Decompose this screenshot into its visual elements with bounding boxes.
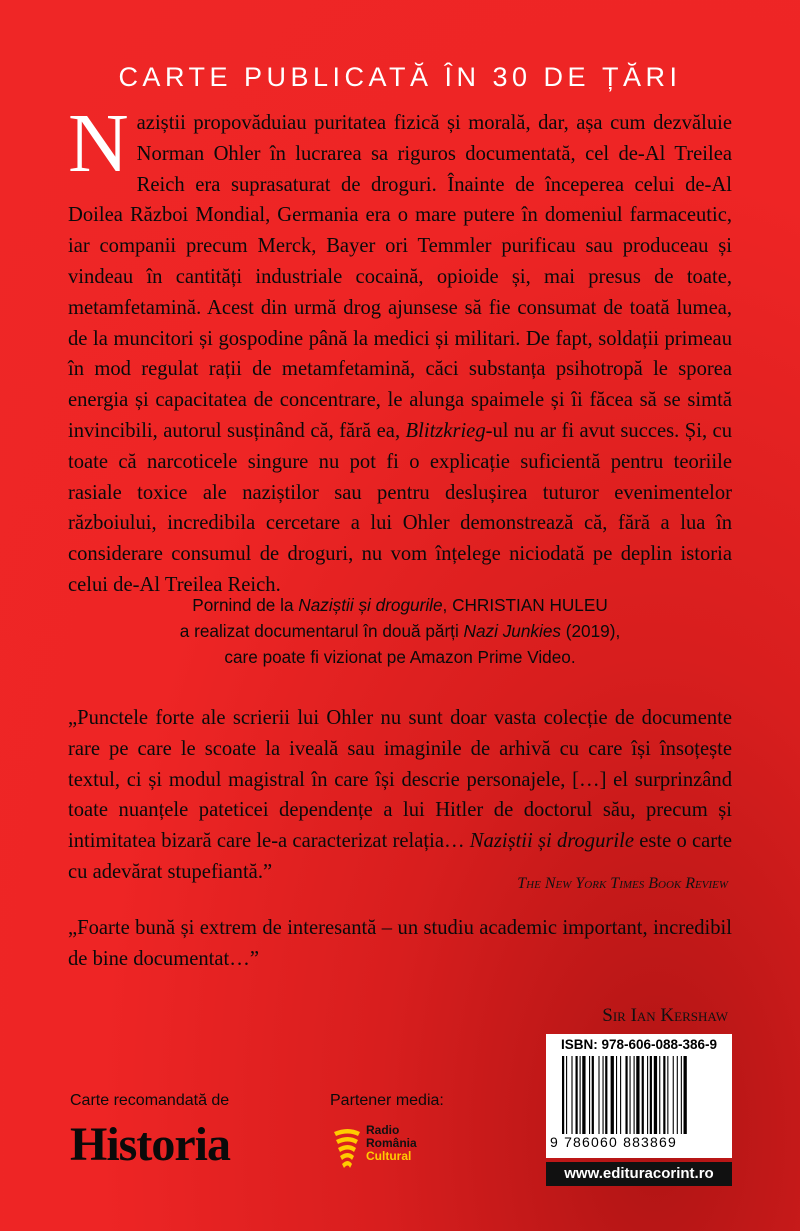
historia-logo: Historia <box>70 1118 230 1171</box>
radio-romania-cultural-logo <box>330 1122 450 1174</box>
doc-note-text: (2019), <box>560 621 621 641</box>
barcode-digits: 9 786060 883869 <box>550 1134 677 1150</box>
quote-text: este o carte cu adevărat stupefiantă.” <box>68 830 732 883</box>
quote-text: „Punctele forte ale scrierii lui Ohler nu sunt doar vasta colecție de documente rare pe care le scoate la iveală sau imaginile de arhivă cu care își însoțește textul, ci și modul magistral în care își descrie personajele, […] el surprinzând toate nuanțele pateticei dependențe a lui Hitler de doctorul său, precum și intimitatea bizară care le-a caracterizat relația… <box>68 707 732 853</box>
doc-note-title: Naziștii și drogurile <box>298 595 443 615</box>
intro-italic: Blitzkrieg <box>405 419 486 442</box>
recommended-label: Carte recomandată de <box>70 1092 230 1109</box>
doc-note-text: a realizat documentarul în două părți <box>179 621 464 641</box>
headline: CARTE PUBLICATĂ ÎN 30 DE ȚĂRI <box>118 62 682 92</box>
barcode-panel <box>546 1034 732 1158</box>
doc-note-text: care poate fi vizionat pe Amazon Prime Video. <box>224 647 576 667</box>
drop-cap: N <box>68 97 129 190</box>
publisher-website: www.edituracorint.ro <box>546 1162 732 1186</box>
radio-logo-text <box>366 1124 417 1163</box>
doc-note-text: Pornind de la <box>192 595 299 615</box>
documentary-note <box>120 592 680 670</box>
doc-note-title: Nazi Junkies <box>463 621 561 641</box>
doc-note-text: , CHRISTIAN HULEU <box>442 595 608 615</box>
radio-logo-line: Radio <box>366 1123 400 1137</box>
quote-source-nyt: The New York Times Book Review <box>517 875 728 892</box>
review-quote-kershaw: „Foarte bună și extrem de interesantă – un studiu academic important, incredibil de bine documentat…” <box>68 917 732 970</box>
partner-label: Partener media: <box>330 1092 444 1109</box>
quote-italic: Naziștii și drogurile <box>469 830 634 853</box>
intro-text-1: aziștii propovăduiau puritatea fizică și morală, dar, așa cum dezvăluie Norman Ohler în lucrarea sa riguros documentată, cel de-Al Treilea Reich era suprasaturat de droguri. Înainte de începerea celui de-Al Doilea Război Mondial, Germania era o mare putere în domeniul farmaceutic, iar companii precum Merck, Bayer ori Temmler purificau sau produceau și vindeau în cantități industriale cocaină, opioide și, mai presus de toate, metamfetamină. Acest din urmă drog ajunsese să fie consumat de toată lumea, de la muncitori și gospodine până la medici și militari. De fapt, soldații primeau în mod regulat rații de metamfetamină, căci substanța psihotropă le sporea energia și capacitatea de concentrare, le alunga spaimele și îi făcea să se simtă invincibili, autorul susținând că, fără ea, <box>68 112 732 442</box>
radio-logo-line: Cultural <box>366 1149 412 1163</box>
radio-logo-line: România <box>366 1136 417 1150</box>
review-quote-nyt <box>68 703 732 888</box>
intro-text-2: -ul nu ar fi avut succes. Și, cu toate că narcoticele singure nu pot fi o explicație suficientă pentru teoriile rasiale toxice ale naziștilor sau pentru deslușirea tuturor evenimentelor războiului, incredibila cercetare a lui Ohler demonstrează că, fără a lua în considerare consumul de droguri, nu vom înțelege niciodată pe deplin istoria celui de-Al Treilea Reich. <box>68 419 732 596</box>
quote-source-kershaw: Sir Ian Kershaw <box>602 1005 728 1026</box>
intro-paragraph <box>68 97 732 601</box>
barcode-icon <box>560 1056 720 1134</box>
radio-logo-icon <box>330 1126 364 1168</box>
isbn-text: ISBN: 978-606-088-386-9 <box>560 1037 718 1052</box>
